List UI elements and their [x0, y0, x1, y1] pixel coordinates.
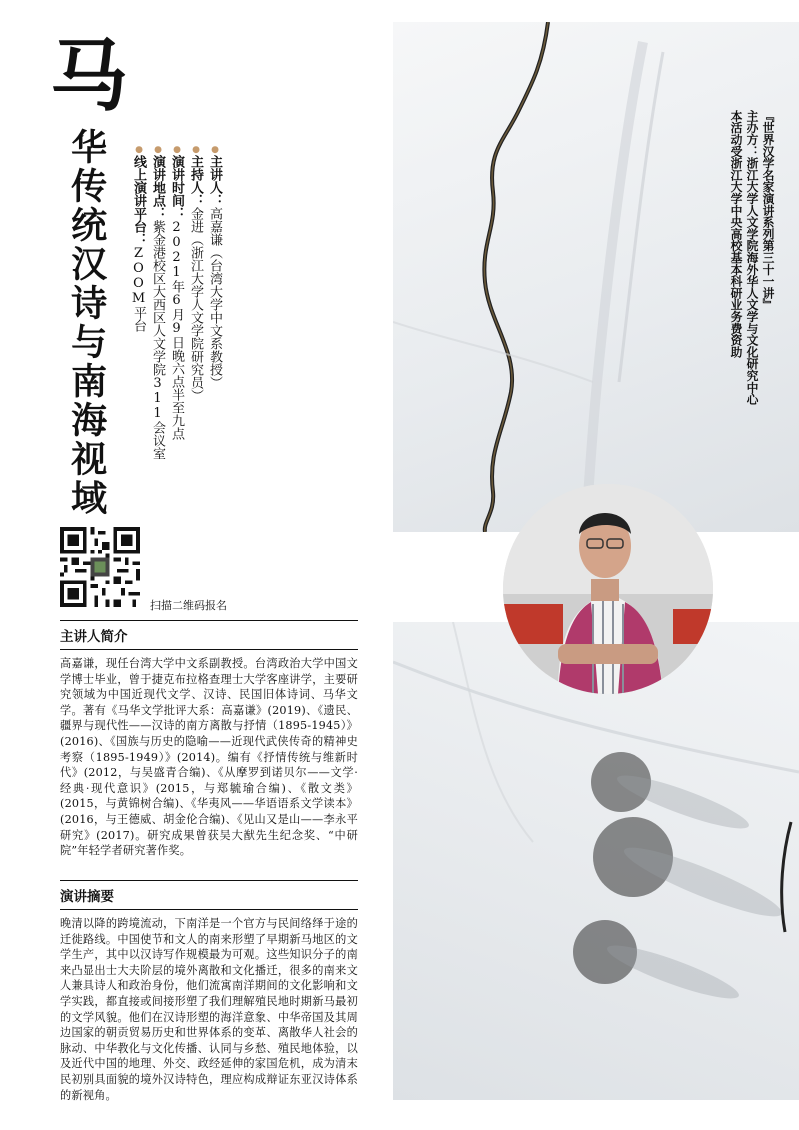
bullet-dot-icon: ● — [153, 145, 163, 155]
title-first-char: 马 — [50, 31, 129, 122]
bullet-dot-icon: ● — [134, 145, 144, 155]
abstract-section — [60, 880, 358, 1103]
bullet-dot-icon: ● — [210, 145, 220, 155]
info-time — [168, 145, 185, 465]
funding-note: 本活动受浙江大学中央高校基本科研业务费资助 — [729, 110, 743, 358]
snow-trees-photo — [393, 622, 799, 1100]
info-label: 线上演讲平台： — [131, 155, 146, 246]
info-value: ZOOM平台 — [131, 246, 146, 332]
event-info — [130, 145, 223, 465]
info-label: 主持人： — [188, 155, 203, 207]
info-host — [187, 145, 204, 465]
info-speaker — [206, 145, 223, 465]
info-value: 金进（浙江大学人文学院研究员） — [188, 207, 203, 402]
info-value: 高嘉谦（台湾大学中文系教授） — [207, 207, 222, 389]
speaker-intro-section — [60, 620, 358, 859]
info-label: 演讲地点： — [150, 155, 165, 220]
series-title: 『世界汉学名家演讲系列第三十一讲』 — [761, 110, 775, 311]
qr-caption: 扫描二维码报名 — [150, 599, 227, 612]
title-vertical: 华传统汉诗与南海视域 — [65, 128, 108, 518]
speaker-portrait — [503, 484, 713, 694]
info-value: 2021年6月9日晚六点半至九点 — [169, 220, 184, 440]
left-column — [0, 0, 392, 1130]
speaker-intro-heading: 主讲人简介 — [60, 620, 358, 650]
info-online-platform — [130, 145, 147, 465]
info-location — [149, 145, 166, 465]
abstract-heading: 演讲摘要 — [60, 880, 358, 910]
abstract-body: 晚清以降的跨境流动，下南洋是一个官方与民间络绎于途的迁徙路线。中国使节和文人的南来形塑了早期新马地区的文学生产，其中以汉诗写作规模最为可观。这些知识分子的南来凸显出士大夫阶层的境外离散和文化播迁，很多的南来文人兼具诗人和政治身份，他们流寓南洋期间的文化影响和文学实践，都直接或间接形塑了我们理解殖民地时期新马最初的文学风貌。他们在汉诗形塑的海洋意象、中华帝国及其周边国家的朝贡贸易历史和世界体系的变革、离散华人社会的脉动、中华教化与文化传播、认同与乡愁、殖民地体验，以及近代中国的地理、外交、政经延伸的家国危机，成为清末民初别具面貌的境外汉诗特色，理应构成辩证东亚汉诗体系的新视角。 — [60, 917, 358, 1102]
organizer: 主办方：浙江大学人文学院海外华人文学与文化研究中心 — [745, 110, 759, 405]
speaker-intro-body: 高嘉谦，现任台湾大学中文系副教授。台湾政治大学中国文学博士毕业，曾于捷克布拉格查理士大学客座讲学，主要研究领域为中国近现代文学、汉诗、民国旧体诗词、马华文学。著有《马华文学批评大系：高嘉谦》(2019)、《遗民、疆界与现代性——汉诗的南方离散与抒情（1895-1945）》(2016)、《国族与历史的隐喻——近现代武侠传奇的精神史考察（1895-1949）》(2014)。编有《抒情传统与维新时代》(2012，与吴盛青合编)、《从摩罗到诺贝尔——文学·经典·现代意识》(2015，与郑毓瑜合编)、《散文类》(2015，与黄锦树合编)、《华夷风——华语语系文学读本》(2016，与王德威、胡金伦合编)、《见山又是山——李永平研究》(2017)。研究成果曾获吴大猷先生纪念奖、“中研院”年轻学者研究著作奖。 — [60, 657, 358, 858]
info-value: 紫金港校区大西区人文学院311会议室 — [150, 220, 165, 460]
info-label: 演讲时间： — [169, 155, 184, 220]
info-label: 主讲人： — [207, 155, 222, 207]
bullet-dot-icon: ● — [191, 145, 201, 155]
series-info — [728, 110, 775, 440]
bullet-dot-icon: ● — [172, 145, 182, 155]
qr-code-icon[interactable] — [60, 527, 140, 607]
